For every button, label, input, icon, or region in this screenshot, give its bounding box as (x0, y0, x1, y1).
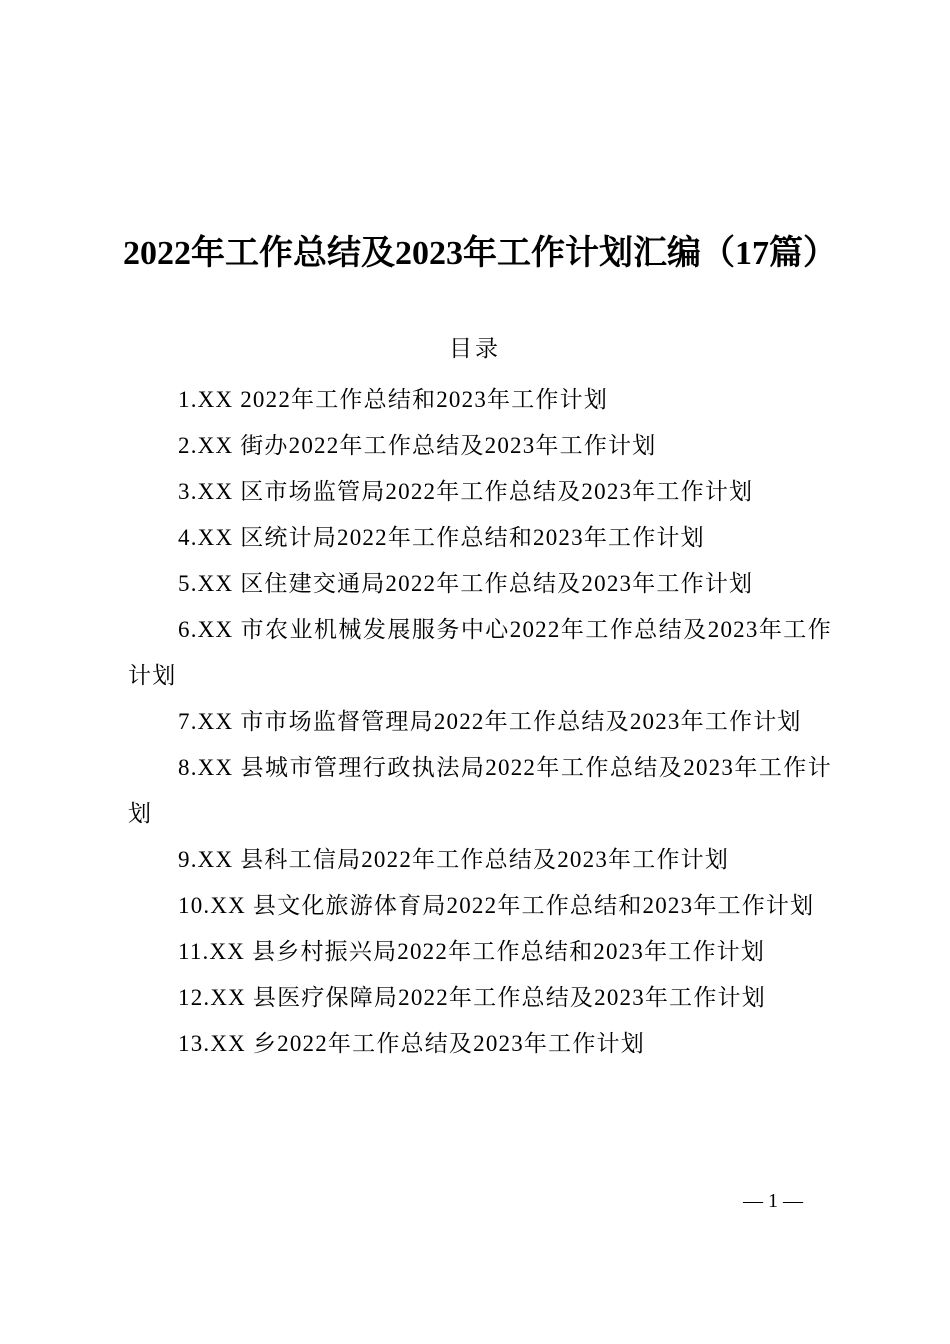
toc-item[interactable]: 6.XX 市农业机械发展服务中心2022年工作总结及2023年工作计划 (128, 617, 832, 688)
toc-item[interactable]: 13.XX 乡2022年工作总结及2023年工作计划 (178, 1031, 645, 1056)
toc-item[interactable]: 11.XX 县乡村振兴局2022年工作总结和2023年工作计划 (178, 939, 766, 964)
document-title: 2022年工作总结及2023年工作计划汇编（17篇） (123, 235, 837, 272)
toc-item[interactable]: 9.XX 县科工信局2022年工作总结及2023年工作计划 (178, 847, 730, 872)
toc-item[interactable]: 5.XX 区住建交通局2022年工作总结及2023年工作计划 (178, 571, 754, 596)
toc-item[interactable]: 1.XX 2022年工作总结和2023年工作计划 (178, 387, 609, 412)
toc-item[interactable]: 3.XX 区市场监管局2022年工作总结及2023年工作计划 (178, 479, 754, 504)
toc-item[interactable]: 7.XX 市市场监督管理局2022年工作总结及2023年工作计划 (178, 709, 802, 734)
toc-heading: 目录 (449, 336, 501, 361)
toc-item[interactable]: 4.XX 区统计局2022年工作总结和2023年工作计划 (178, 525, 705, 550)
toc-list (128, 377, 832, 1067)
toc-item[interactable]: 12.XX 县医疗保障局2022年工作总结及2023年工作计划 (178, 985, 766, 1010)
page-number: — 1 — (743, 1190, 803, 1212)
toc-item[interactable]: 2.XX 街办2022年工作总结及2023年工作计划 (178, 433, 657, 458)
toc-item[interactable]: 10.XX 县文化旅游体育局2022年工作总结和2023年工作计划 (178, 893, 815, 918)
toc-item[interactable]: 8.XX 县城市管理行政执法局2022年工作总结及2023年工作计划 (128, 755, 832, 826)
